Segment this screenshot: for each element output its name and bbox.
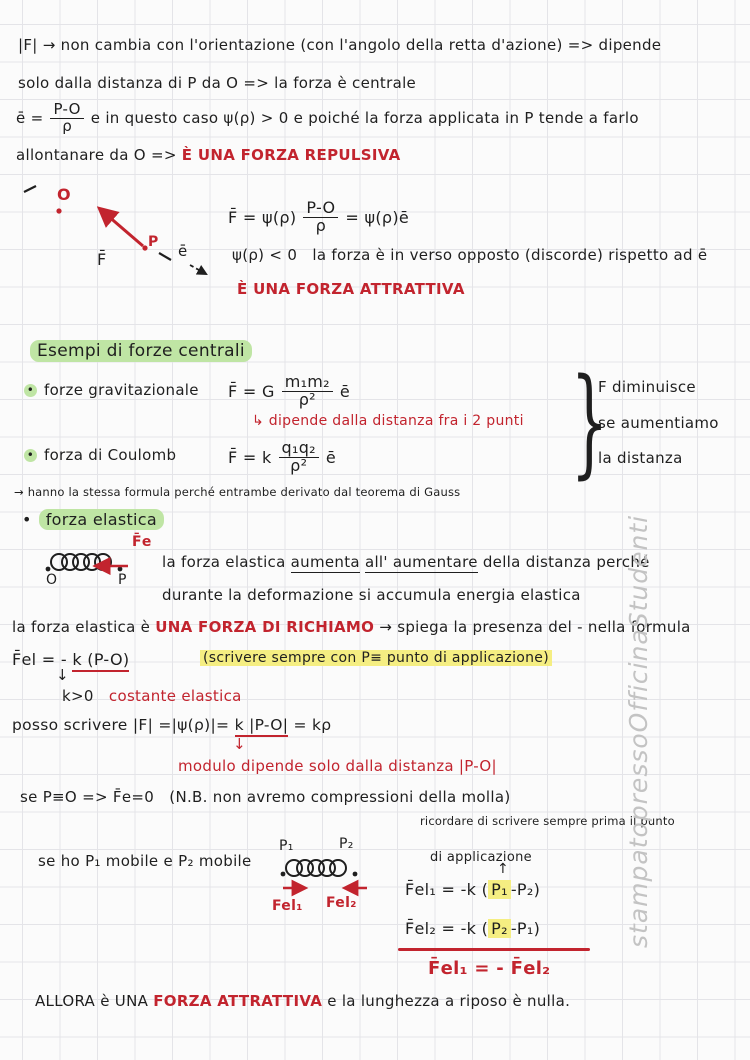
versor-fraction	[50, 102, 83, 135]
versor-label: ē	[178, 242, 188, 260]
force-vector-arrow	[100, 209, 143, 246]
elastic-constant-red: costante elastica	[108, 687, 242, 705]
eq2-post: -P₁)	[510, 919, 541, 938]
examples-heading	[30, 341, 252, 361]
gravitational-label: forze gravitazionale	[44, 381, 199, 399]
elastic-heading-row	[22, 509, 164, 530]
eq1-pre: F̄el₁ = -k (	[405, 880, 489, 899]
fraction-numerator: P-O	[50, 102, 83, 119]
point-p-label: P	[148, 234, 159, 250]
conclusion-black-1: ALLORA è UNA	[35, 992, 149, 1010]
central-force-diagram	[12, 180, 222, 285]
distance-note-red: ↳ dipende dalla distanza fra i 2 punti	[252, 413, 524, 429]
attractive-explanation: la forza è in verso opposto (discorde) rispetto ad ē	[312, 246, 708, 264]
bullet-icon: •	[22, 510, 32, 529]
eq2-pre: F̄el₂ = -k (	[405, 919, 489, 938]
desc-part: della distanza perché	[482, 553, 650, 571]
versor-symbol: ē	[339, 381, 351, 401]
desc-underlined-2: all' aumentare	[364, 553, 478, 571]
versor-symbol: ē	[325, 447, 337, 467]
fraction-numerator: q₁q₂	[279, 440, 319, 458]
conclusion-line	[35, 992, 570, 1010]
attractive-condition-line	[232, 246, 707, 264]
point-p-dot	[142, 245, 147, 250]
spring-end-dot	[281, 872, 286, 877]
eq1-highlighted-point: P₁	[488, 880, 511, 899]
coulomb-force-row	[24, 446, 176, 464]
origin-dot	[56, 208, 61, 213]
coulomb-formula	[228, 440, 336, 475]
spring-point-label: P	[118, 572, 127, 588]
coil	[95, 554, 111, 570]
repulsive-red: È UNA FORZA REPULSIVA	[181, 146, 401, 164]
elastic-formula	[12, 650, 129, 669]
red-underline	[398, 948, 590, 951]
versor-rest: e in questo caso ψ(ρ) > 0 e poiché la forza applicata in P tende a farlo	[90, 109, 639, 128]
modulus-pre: posso scrivere |F| =|ψ(ρ)|=	[12, 716, 230, 734]
point1-label: P₁	[279, 838, 294, 854]
gravitational-formula	[228, 374, 350, 409]
origin-label: O	[57, 185, 71, 204]
elastic-description-1	[162, 553, 650, 571]
versor-dashed-arrow	[190, 265, 206, 274]
tick-mark	[24, 186, 36, 192]
elastic-heading-highlight: forza elastica	[39, 509, 164, 530]
zero-force-line	[20, 788, 510, 806]
versor-lhs: ē =	[16, 109, 44, 128]
two-points-intro: se ho P₁ mobile e P₂ mobile	[38, 852, 252, 870]
formula-pre: F̄el = -	[12, 650, 67, 669]
desc-underlined-1: aumenta	[290, 553, 360, 571]
equation-fel2	[405, 919, 540, 938]
fraction-denominator: ρ²	[290, 455, 308, 475]
intro-line-1: |F| → non cambia con l'orientazione (con l'angolo della retta d'azione) => dipende	[18, 36, 662, 54]
modulus-underlined: k |P-O|	[235, 716, 289, 737]
spring-origin-label: O	[46, 572, 58, 588]
remember-note-1: ricordare di scrivere sempre prima il punto	[420, 814, 675, 828]
psi-negative: ψ(ρ) < 0	[232, 246, 298, 264]
fel2-label: Fel₂	[326, 895, 357, 911]
spring-end-dot	[118, 567, 123, 572]
down-arrow-icon-red: ↓	[233, 735, 246, 753]
examples-heading-highlight: Esempi di forze centrali	[30, 340, 252, 362]
conclusion-red: FORZA ATTRATTIVA	[153, 992, 323, 1010]
intro-line-2: solo dalla distanza di P da O => la forza è centrale	[18, 74, 417, 92]
repulsive-line	[16, 146, 401, 164]
formula-fraction	[303, 200, 338, 235]
zero-note: (N.B. non avremo compressioni della molla)	[169, 788, 511, 806]
brace-note-1: F diminuisce	[598, 378, 696, 396]
brace-note-3: la distanza	[598, 449, 683, 467]
bullet-icon: •	[24, 449, 37, 462]
watermark: stampatopressoOfficinaStudenti	[624, 514, 653, 948]
brace-icon: }	[570, 352, 609, 490]
gauss-note: → hanno la stessa formula perché entrambe derivato dal teorema di Gauss	[14, 485, 461, 499]
elastic-description-2: durante la deformazione si accumula energia elastica	[162, 586, 581, 604]
fraction-numerator: m₁m₂	[282, 374, 333, 392]
formula-lhs: F̄ = ψ(ρ)	[228, 207, 297, 227]
point2-label: P₂	[339, 836, 354, 852]
modulus-post: = kρ	[293, 716, 332, 734]
fraction-denominator: ρ	[315, 215, 327, 235]
two-point-spring-diagram	[275, 855, 375, 897]
force-label: F̄	[97, 250, 107, 269]
formula-fraction	[279, 440, 319, 475]
coil	[330, 860, 346, 876]
remember-note-2: di applicazione	[430, 850, 532, 865]
eq2-highlighted-point: P₂	[488, 919, 511, 938]
formula-fraction	[282, 374, 333, 409]
spring-end-dot	[46, 567, 51, 572]
brace-note-2: se aumentiamo	[598, 414, 719, 432]
gravitational-force-row	[24, 381, 199, 399]
bullet-icon: •	[24, 384, 37, 397]
recall-red: UNA FORZA DI RICHIAMO	[155, 618, 375, 636]
fel1-label: Fel₁	[272, 898, 303, 914]
modulus-line	[12, 716, 331, 735]
conclusion-black-2: e la lunghezza a riposo è nulla.	[327, 992, 571, 1010]
repulsive-black: allontanare da O =>	[16, 146, 177, 164]
recall-black-2: → spiega la presenza del - nella formula	[379, 618, 691, 636]
zero-case: se P≡O => F̄e=0	[20, 788, 155, 806]
formula-lhs: F̄ = k	[228, 447, 272, 467]
fraction-denominator: ρ²	[298, 389, 316, 409]
attractive-force-label: È UNA FORZA ATTRATTIVA	[237, 280, 465, 298]
elastic-force-label: F̄e	[132, 534, 152, 550]
k-positive: k>0	[62, 687, 94, 705]
central-force-formula	[228, 200, 409, 235]
yellow-highlight-note: (scrivere sempre con P≡ punto di applicazione)	[200, 650, 552, 666]
fraction-numerator: P-O	[303, 200, 338, 218]
spring-end-dot	[353, 872, 358, 877]
formula-k-term: k (P-O)	[72, 650, 129, 672]
tick-mark-2	[159, 253, 171, 260]
equation-fel1	[405, 880, 540, 899]
equation-action-reaction: F̄el₁ = - F̄el₂	[428, 958, 551, 979]
formula-rhs: = ψ(ρ)ē	[345, 207, 410, 227]
application-point-note	[200, 650, 552, 667]
fraction-denominator: ρ	[62, 116, 73, 135]
eq1-post: -P₂)	[510, 880, 541, 899]
coulomb-label: forza di Coulomb	[44, 446, 177, 464]
versor-definition-line	[16, 102, 639, 135]
elastic-constant-line	[62, 687, 242, 705]
recall-black-1: la forza elastica è	[12, 618, 151, 636]
down-arrow-icon: ↓	[56, 666, 69, 684]
formula-lhs: F̄ = G	[228, 381, 275, 401]
up-arrow-icon: ↑	[497, 861, 510, 877]
modulus-distance-note: modulo dipende solo dalla distanza |P-O|	[178, 757, 497, 775]
desc-part: la forza elastica	[162, 553, 286, 571]
recall-force-line	[12, 618, 691, 636]
